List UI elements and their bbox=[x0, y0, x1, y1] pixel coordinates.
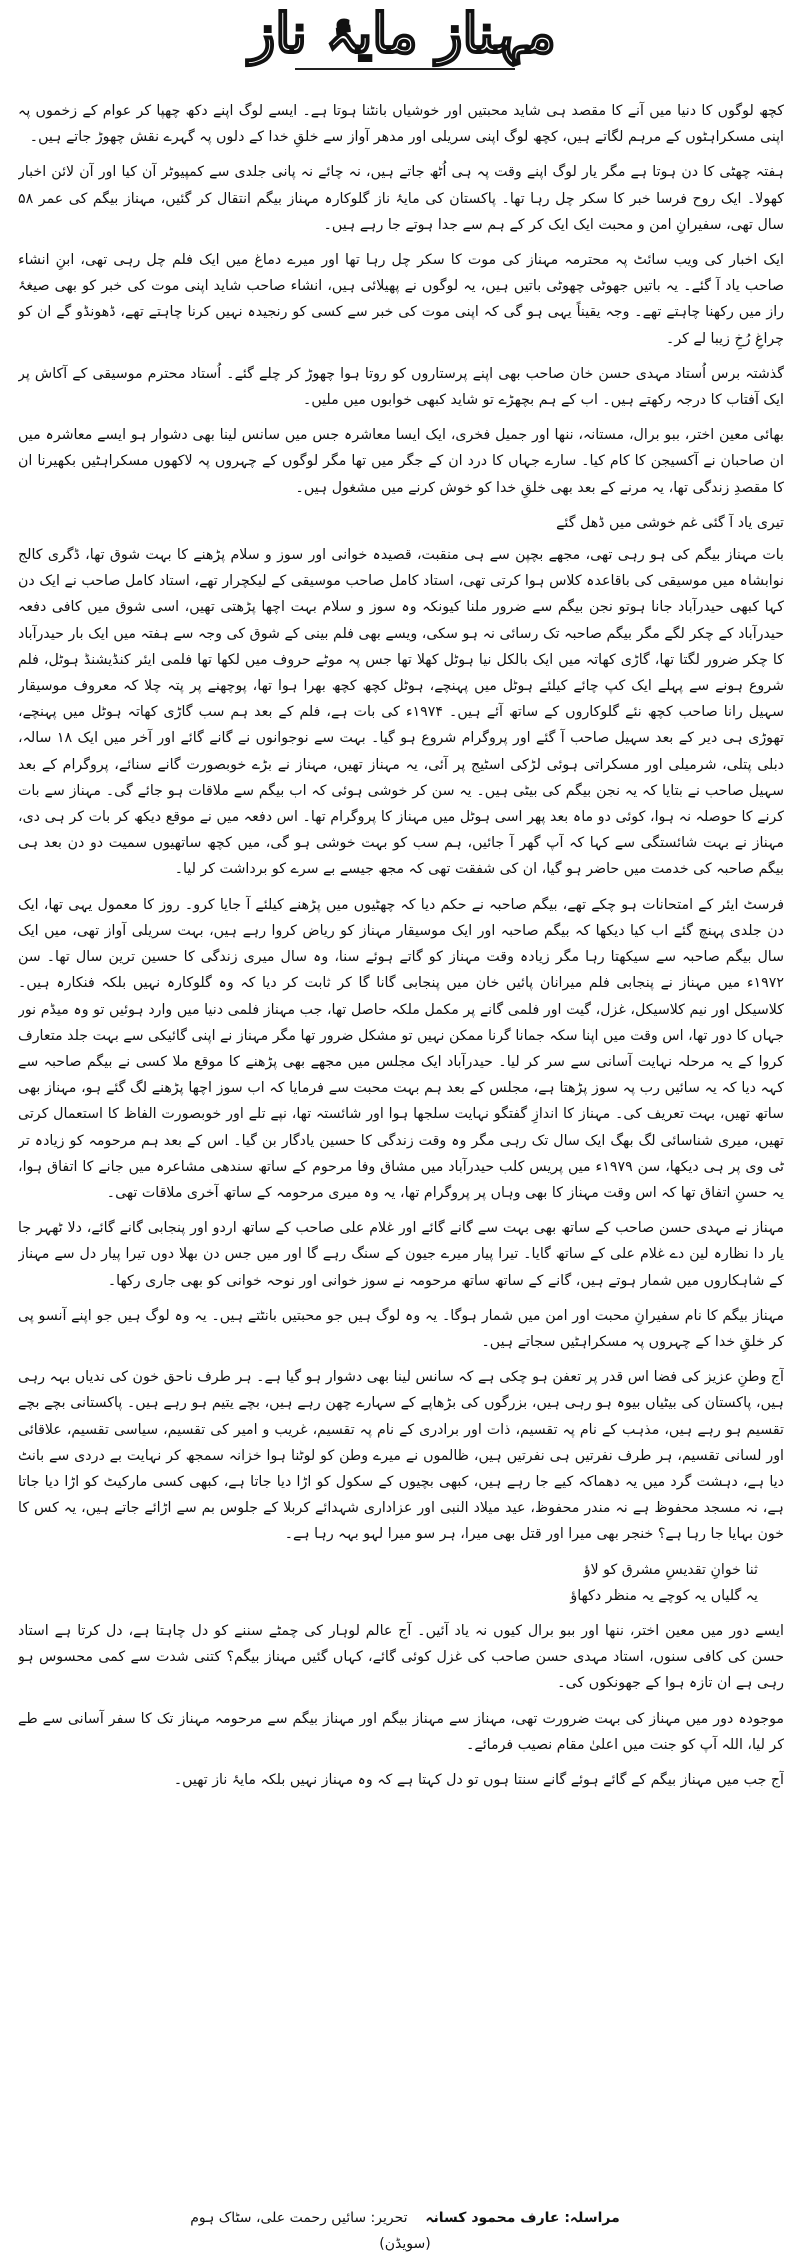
verse-line-2: یہ گلیاں یہ کوچے یہ منظر دکھاؤ bbox=[570, 1587, 758, 1604]
footer-byline: تحریر: سائیں رحمت علی، سٹاک ہوم (سویڈن) bbox=[190, 2210, 431, 2252]
paragraph-comedians: بھائی معین اختر، ببو برال، مستانہ، ننھا اور جمیل فخری، ایک ایسا معاشرہ جس میں سانس لینا بھی دشوار ہو ایسے معاشرہ میں ان صاحبان نے آکسیجن کا کام کیا۔ سارے جہاں کا درد ان کے جگر میں تھا مگر لوگوں کے چہروں پہ لاکھوں مسکراہٹیں بکھیرنا ان کا مقصدِ زندگی تھا، یہ مرنے کے بعد بھی خلقِ خدا کو خوش کرنے میں مشغول ہیں۔ bbox=[18, 427, 784, 496]
article-body bbox=[18, 98, 784, 2188]
paragraph-news: ہفتہ چھٹی کا دن ہوتا ہے مگر یار لوگ اپنے وقت پہ ہی اُٹھ جاتے ہیں، نہ چائے نہ پانی جلدی سے کمپیوٹر آن کیا اور آن لائن اخبار کھولا۔ ایک روح فرسا خبر کا سکر چل رہا تھا۔ پاکستان کی مایۂ ناز گلوکارہ مہناز بیگم انتقال کر گئیں، مہناز بیگم کی عمر ۵۸ سال تھی، سفیرانِ امن و محبت ایک ایک کر کے ہم سے جدا ہوتے جا رہے ہیں۔ bbox=[18, 164, 784, 233]
paragraph-closing: آج جب میں مہناز بیگم کے گائے ہوئے گانے سنتا ہوں تو دل کہتا ہے کہ وہ مہناز نہیں بلکہ مایۂ ناز تھیں۔ bbox=[173, 1771, 784, 1788]
paragraph-memories: فرسٹ ایئر کے امتحانات ہو چکے تھے، بیگم صاحبہ نے حکم دیا کہ چھٹیوں میں پڑھنے کیلئے آ جایا کرو۔ روز کا معمول یہی تھا، ایک دن جلدی پہنچ گئے اب کیا دیکھا کہ بیگم صاحبہ اور ایک موسیقار مہناز کو ریاض کروا رہے ہیں، بہت سریلی آواز تھی، میں ایک سال بیگم صاحبہ سے سیکھتا رہا مگر زیادہ وقت مہناز کو گاتے ہوئے سنا، وہ سال میری زندگی کا حسین ترین سال تھا۔ سن ۱۹۷۲ء میں مہناز نے پنجابی فلم میرانان پائیں خان میں پنجابی گانا گا کر ثابت کر دیا کہ وہ گلوکارہ نہیں بلکہ فنکارہ ہیں۔ کلاسیکل اور نیم کلاسیکل، غزل، گیت اور فلمی گانے پر مکمل ملکہ حاصل تھا، جب مہناز فلمی دنیا میں وارد ہوئیں تو وہ میڈم نور جہاں کا دور تھا، اس وقت میں اپنا سکہ جمانا گرنا ممکن نہیں تو مشکل ضرور تھا مگر مہناز نے اپنی گائیکی سے بہت جلد متعارف کروا کے یہ مرحلہ نہایت آسانی سے سر کر لیا۔ حیدرآباد ایک مجلس میں مجھے بھی پڑھنے کا موقع ملا کسی نے بیگم صاحبہ سے کہہ دیا کہ یہ سائیں رب پہ سوز پڑھتا ہے، مجلس کے بعد ہم بہت محبت سے فرمایا کہ اب سوز اچھا پڑھنے لگ گئے ہو، مہناز بھی ساتھ تھیں، بہت تعریف کی۔ مہناز کا اندازِ گفتگو نہایت سلجھا ہوا اور شائستہ تھا، نپے تلے اور خوبصورت الفاظ کا استعمال کرتی تھیں، میری شناسائی لگ بھگ ایک سال تک رہی مگر وہ وقت زندگی کا حسین یادگار بن گیا۔ اس کے بعد ہم مرحومہ کو زیادہ تر ٹی وی پر ہی دیکھا، سن ۱۹۷۹ء میں پریس کلب حیدرآباد میں مشاق وفا مرحوم کے ساتھ سندھی مشاعرہ میں جانے کا اتفاق ہوا، یہ حسنِ اتفاق تھا کہ اس وقت مہناز کا بھی وہاں پر پروگرام تھا، یہ وہ میری مرحومہ کے ساتھ آخری ملاقات تھی۔ bbox=[18, 896, 784, 1201]
title-block bbox=[210, 0, 595, 70]
footer-separator bbox=[412, 2210, 421, 2226]
article-footer bbox=[170, 2205, 640, 2252]
paragraph-ambassador: مہناز بیگم کا نام سفیرانِ محبت اور امن میں شمار ہوگا۔ یہ وہ لوگ ہیں جو محبتیں بانٹتے ہیں۔ یہ وہ لوگ ہیں جو اپنے آنسو پی کر خلقِ خدا کے چہروں پہ مسکراہٹیں سجاتے ہیں۔ bbox=[18, 1307, 784, 1350]
verse-line-1: ثنا خوانِ تقدیسِ مشرق کو لاؤ bbox=[583, 1561, 758, 1578]
paragraph-nostalgia: ایسے دور میں معین اختر، ننھا اور ببو برال کیوں نہ یاد آئیں۔ آج عالم لوہار کی چمٹے سننے کو دل چاہتا ہے، دل کرتا ہے استاد حسن کی کافی سنوں، استاد مہدی حسن صاحب کی غزل کوئی گائے، کہاں گئیں مہناز بیگم؟ کتنی شدت سے کمی محسوس ہو رہی ہے ان تازہ ہوا کے جھونکوں کی۔ bbox=[18, 1622, 784, 1692]
footer-sender: مراسلہ: عارف محمود کسانہ bbox=[425, 2210, 620, 2226]
paragraph-intro: کچھ لوگوں کا دنیا میں آنے کا مقصد ہی شاید محبتیں اور خوشیاں بانٹنا ہوتا ہے۔ ایسے لوگ اپنے دکھ چھپا کر عوام کے زخموں پہ اپنی مسکراہٹوں کے مرہم لگاتے ہیں، کچھ لوگ اپنی سریلی اور مدھر آواز سے خلقِ خدا کے دلوں پہ گہرے نقش چھوڑ جاتے ہیں۔ bbox=[18, 103, 784, 146]
paragraph-homeland: آج وطنِ عزیز کی فضا اس قدر پر تعفن ہو چکی ہے کہ سانس لینا بھی دشوار ہو گیا ہے۔ ہر طرف ناحق خون کی ندیاں بہہ رہی ہیں، پاکستان کی بیٹیاں بیوہ ہو رہی ہیں، بزرگوں کی بڑھاپے کے سہارے چھن رہے ہیں، بچے یتیم ہو رہے ہیں۔ پاکستانی بچے بچے تقسیم ہو رہے ہیں، مذہب کے نام پہ تقسیم، ذات اور برادری کے نام پہ تقسیم، غریب و امیر کی تقسیم، سیاسی تقسیم، علاقائی اور لسانی تقسیم، ہر طرف نفرتیں ہی نفرتیں ہیں، ظالموں نے میرے وطن کو لوٹنا ہوا خزانہ سمجھ کر نہایت بے دردی سے بانٹ دیا ہے، دہشت گرد میں یہ دھماکہ کیے جا رہے ہیں، کبھی بچیوں کے سکول کو اڑا دیا جاتا ہے، کبھی کسی مارکیٹ کو اڑا دیا جاتا ہے، نہ مسجد محفوظ ہے نہ مندر محفوظ، عید میلاد النبی اور عزاداری شہدائے کربلا کے جلوس بم سے اڑائے جاتے ہیں، یہ کس کا خون بہایا جا رہا ہے؟ خنجر بھی میرا اور قتل بھی میرا، ہر سو میرا لہو بہہ رہا ہے۔ bbox=[18, 1369, 784, 1543]
article-title: مہناز مایۂ ناز bbox=[249, 1, 556, 65]
paragraph-duets: مہناز نے مہدی حسن صاحب کے ساتھ بھی بہت سے گانے گائے اور غلام علی صاحب کے ساتھ اردو اور پنجابی گانے گائے، دلا ٹھہر جا یار دا نظارہ لین دے غلام علی کے ساتھ گایا۔ تیرا پیار میرے جیون کے سنگ رہے گا اور میں جس دن بھلا دوں تیرا پیار دل سے مہناز کے شاہکاروں میں شمار ہوتے ہیں، گانے کے ساتھ ساتھ مرحومہ نے سوز خوانی اور نوحہ خوانی کو بھی جاری رکھا۔ bbox=[18, 1220, 784, 1289]
paragraph-verse-line: تیری یاد آ گئی غم خوشی میں ڈھل گئے bbox=[556, 514, 784, 531]
title-underline bbox=[295, 68, 515, 70]
paragraph-prayer: موجودہ دور میں مہناز کی بہت ضرورت تھی، مہناز سے مہناز بیگم اور مہناز بیگم سے مرحومہ مہناز تک کا سفر آسانی سے طے کر لیا، اللہ آپ کو جنت میں اعلیٰ مقام نصیب فرمائے۔ bbox=[18, 1710, 784, 1753]
paragraph-first-meeting: بات مہناز بیگم کی ہو رہی تھی، مجھے بچپن سے ہی منقبت، قصیدہ خوانی اور سوز و سلام پڑھنے کا بہت شوق تھا، ڈگری کالج نوابشاہ میں موسیقی کی باقاعدہ کلاس ہوا کرتی تھی، استاد کامل صاحب موسیقی کے لیکچرار تھے، استاد کامل صاحب نے ایک دن کہا کبھی حیدرآباد جانا ہوتو نجن بیگم سے ضرور ملنا کیونکہ وہ سوز و سلام بہت اچھا پڑھتی تھیں، اسی شوق میں کافی دفعہ حیدرآباد کے چکر لگے مگر بیگم صاحبہ تک رسائی نہ ہو سکی، ویسے بھی فلم بینی کے شوق کی وجہ سے ہفتہ میں ایک بار حیدرآباد کا چکر ضرور لگتا تھا، گاڑی کھاتہ میں ایک بالکل نیا ہوٹل کھلا تھا جس پہ موٹے حروف میں لکھا تھا فلمی ایئر کنڈیشنڈ ہوٹل، فلم شروع ہونے سے پہلے ایک کپ چائے کیلئے ہوٹل میں پہنچے، ہوٹل کچھ کچھ بھرا ہوا تھا، پوچھنے پر پتہ چلا کہ معروف موسیقار سہیل رانا صاحب کچھ نئے گلوکاروں کے ساتھ آئے ہیں۔ ۱۹۷۴ء کی بات ہے، فلم کے بعد ہم سب گاڑی کھاتہ ہوٹل میں پہنچے، تھوڑی ہی دیر کے بعد سہیل صاحب آ گئے اور پروگرام شروع ہو گیا۔ بہت سے نوجوانوں نے گانے گائے اور آخر میں ایک ۱۸ سالہ، دبلی پتلی، شرمیلی اور مسکراتی ہوئی لڑکی اسٹیج پر آئی، یہ مہناز تھیں، مہناز نے بڑے خوبصورت گانے سنائے، پروگرام کے بعد سہیل صاحب نے بتایا کہ یہ نجن بیگم کی بیٹی ہیں۔ یہ سن کر خوشی ہوئی کہ اب بیگم سے ملاقات ہو جائے گی۔ مہناز سے بات کرنے کا حوصلہ نہ ہوا، کوئی دو ماہ بعد پھر اسی ہوٹل میں مہناز کا پروگرام تھا۔ اس دفعہ میں نے موقع دیکھ کر بات کر ہی دی، مہناز نے بہت شائستگی سے کہا کہ آپ گھر آ جائیں، ہم سب کو بہت خوشی ہو گی، میں کچھ ساتھیوں سمیت دو دن بعد ہی بیگم صاحبہ کی خدمت میں حاضر ہو گیا، ان کی شفقت تھی کہ مجھ جیسے بے سرے کو برداشت کر لیا۔ bbox=[18, 547, 784, 878]
paragraph-mehdi-hassan: گذشتہ برس اُستاد مہدی حسن خان صاحب بھی اپنے پرستاروں کو روتا ہوا چھوڑ کر چلے گئے۔ اُستاد محترم موسیقی کے آکاش پر ایک آفتاب کا درجہ رکھتے ہیں۔ اب کے ہم بچھڑے تو شاید کبھی خوابوں میں ملیں۔ bbox=[18, 365, 784, 409]
paragraph-ibn-e-insha: ایک اخبار کی ویب سائٹ پہ محترمہ مہناز کی موت کا سکر چل رہا تھا اور میرے دماغ میں ایک فلم چل رہی تھی، ابنِ انشاء صاحب یاد آ گئے۔ یہ باتیں جھوٹی چھوٹی باتیں ہیں، یہ لوگوں نے پھیلائی ہیں، انشاء صاحب شاید اپنی موت کی خبر کو بھی صیغۂ راز میں رکھنا چاہتے تھے۔ وجہ یقیناً یہی ہو گی کہ اپنی موت کی خبر سے کسی کو رنجیدہ نہیں کرنا چاہتے تھے، ڈھونڈو گے ان کو چراغِ رُخِ زیبا لے کر۔ bbox=[18, 252, 784, 347]
